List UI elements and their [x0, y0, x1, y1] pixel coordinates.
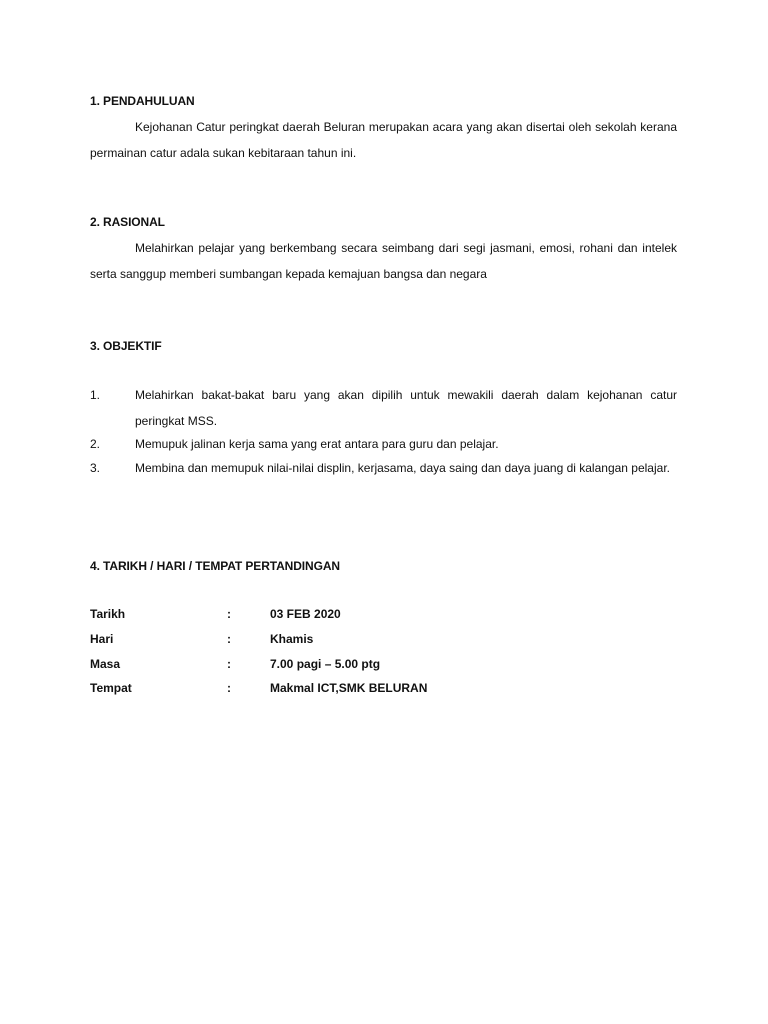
objective-number: 1. — [90, 388, 101, 402]
objective-number: 2. — [90, 437, 101, 451]
detail-value: 03 FEB 2020 — [270, 607, 341, 621]
detail-colon: : — [227, 657, 231, 671]
paragraph-pendahuluan — [90, 114, 677, 166]
objective-text: Membina dan memupuk nilai-nilai displin, kerjasama, daya saing dan daya juang di kalangan pelajar. — [135, 461, 670, 475]
detail-value: Makmal ICT,SMK BELURAN — [270, 681, 428, 695]
objective-text: Melahirkan bakat-bakat baru yang akan dipilih untuk mewakili daerah dalam kejohanan catur peringkat MSS. — [135, 388, 677, 428]
paragraph-rasional — [90, 235, 677, 287]
detail-colon: : — [227, 607, 231, 621]
section-heading-tarikh: 4. TARIKH / HARI / TEMPAT PERTANDINGAN — [90, 559, 340, 573]
paragraph-pendahuluan-text: Kejohanan Catur peringkat daerah Beluran merupakan acara yang akan disertai oleh sekolah kerana permainan catur adala sukan kebitaraan tahun ini. — [90, 120, 677, 160]
paragraph-rasional-text: Melahirkan pelajar yang berkembang secara seimbang dari segi jasmani, emosi, rohani dan intelek serta sanggup memberi sumbangan kepada kemajuan bangsa dan negara — [90, 241, 677, 281]
objective-text: Memupuk jalinan kerja sama yang erat antara para guru dan pelajar. — [135, 437, 499, 451]
detail-colon: : — [227, 681, 231, 695]
objective-number: 3. — [90, 461, 101, 475]
detail-value: Khamis — [270, 632, 314, 646]
section-heading-pendahuluan: 1. PENDAHULUAN — [90, 94, 195, 108]
section-heading-rasional: 2. RASIONAL — [90, 215, 165, 229]
detail-label: Tempat — [90, 681, 132, 695]
detail-value: 7.00 pagi – 5.00 ptg — [270, 657, 381, 671]
section-heading-objektif: 3. OBJEKTIF — [90, 339, 162, 353]
detail-colon: : — [227, 632, 231, 646]
detail-label: Hari — [90, 632, 114, 646]
detail-label: Masa — [90, 657, 121, 671]
detail-label: Tarikh — [90, 607, 126, 621]
